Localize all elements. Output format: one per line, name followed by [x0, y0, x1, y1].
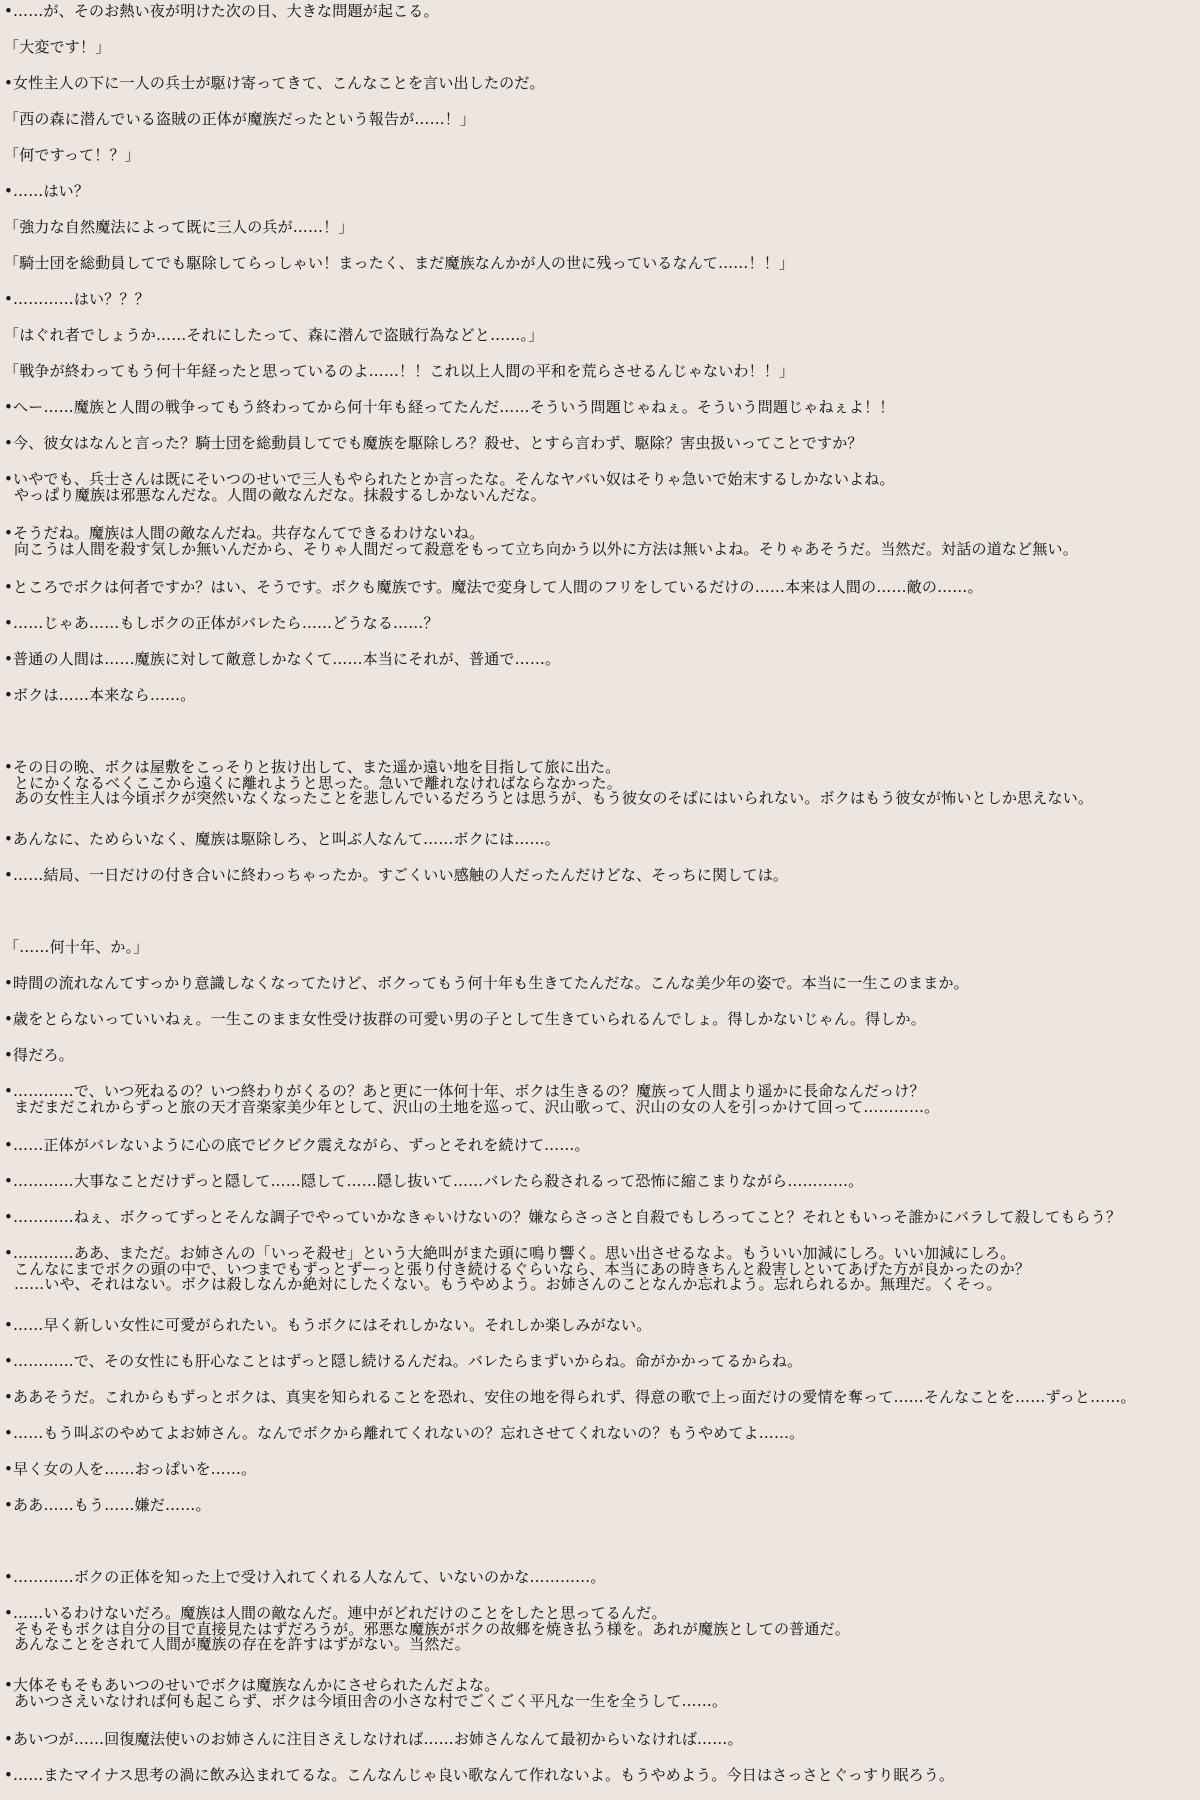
paragraph: 「騎士団を総動員してでも駆除してらっしゃい！まったく、まだ魔族なんかが人の世に残っているなんて……！！」	[4, 254, 795, 272]
paragraph: •いやでも、兵士さんは既にそいつのせいで三人もやられたとか言ったな。そんなヤバい奴はそりゃ急いで始末するしかないよね。 やっぱり魔族は邪悪なんだな。人間の敵なんだな。抹殺するしかないんだな。	[4, 470, 895, 504]
paragraph: •早く女の人を……おっぱいを……。	[4, 1460, 257, 1478]
paragraph: •時間の流れなんてすっかり意識しなくなってたけど、ボクってもう何十年も生きてたんだな。こんな美少年の姿で。本当に一生このままか。	[4, 974, 969, 992]
paragraph: •…………はい？？？	[4, 290, 150, 308]
paragraph: 「西の森に潜んでいる盗賊の正体が魔族だったという報告が……！」	[4, 110, 476, 128]
paragraph: •……正体がバレないように心の底でビクビク震えながら、ずっとそれを続けて……。	[4, 1136, 590, 1154]
paragraph: •ところでボクは何者ですか？はい、そうです。ボクも魔族です。魔法で変身して人間のフリをしているだけの……本来は人間の……敵の……。	[4, 578, 983, 596]
paragraph: •ああ……もう……嫌だ……。	[4, 1496, 211, 1514]
paragraph: •そうだね。魔族は人間の敵なんだね。共存なんてできるわけないね。 向こうは人間を殺す気しか無いんだから、そりゃ人間だって殺意をもって立ち向かう以外に方法は無いよね。そりゃあそうだ。当然だ。対話の道など無い。	[4, 524, 1078, 558]
paragraph: 「強力な自然魔法によって既に三人の兵が……！」	[4, 218, 354, 236]
paragraph: •……はい？	[4, 182, 90, 200]
paragraph: •……早く新しい女性に可愛がられたい。もうボクにはそれしかない。それしか楽しみがない。	[4, 1316, 652, 1334]
paragraph: •大体そもそもあいつのせいでボクは魔族なんかにさせられたんだよな。 あいつさえいなければ何も起こらず、ボクは今頃田舎の小さな村でごくごく平凡な一生を全うして……。	[4, 1676, 728, 1710]
paragraph: •…………ああ、まただ。お姉さんの「いっそ殺せ」という大絶叫がまた頭に鳴り響く。思い出させるなよ。もういい加減にしろ。いい加減にしろ。 こんなにまでボクの頭の中で、いつまでもずっとずーっと張り付き続けるぐらいなら、本当にあの時きちんと殺害しといてあげた方が良かったのか？ ……いや、それはない。ボクは殺しなんか絶対にしたくない。もうやめよう。お姉さんのことなんか忘れよう。忘れられるか。無理だ。くそっ。	[4, 1244, 1031, 1293]
paragraph: •得だろ。	[4, 1046, 74, 1064]
paragraph: •…………ねぇ、ボクってずっとそんな調子でやっていかなきゃいけないの？嫌ならさっさと自殺でもしろってこと？それともいっそ誰かにバラして殺してもらう？	[4, 1208, 1122, 1226]
paragraph: •ああそうだ。これからもずっとボクは、真実を知られることを恐れ、安住の地を得られず、得意の歌で上っ面だけの愛情を奪って……そんなことを……ずっと……。	[4, 1388, 1136, 1406]
paragraph: •…………大事なことだけずっと隠して……隠して……隠し抜いて……バレたら殺されるって恐怖に縮こまりながら…………。	[4, 1172, 864, 1190]
paragraph: •……もう叫ぶのやめてよお姉さん。なんでボクから離れてくれないの？忘れさせてくれないの？もうやめてよ……。	[4, 1424, 805, 1442]
paragraph: 「大変です！」	[4, 38, 111, 56]
paragraph: •……またマイナス思考の渦に飲み込まれてるな。こんなんじゃ良い歌なんて作れないよ。もうやめよう。今日はさっさとぐっすり眠ろう。	[4, 1766, 955, 1784]
paragraph: •…………で、いつ死ねるの？いつ終わりがくるの？あと更に一体何十年、ボクは生きるの？魔族って人間より遥かに長命なんだっけ？ まだまだこれからずっと旅の天才音楽家美少年として、沢山の土地を巡って、沢山歌って、沢山の女の人を引っかけて回って…………。	[4, 1082, 940, 1116]
paragraph: 「戦争が終わってもう何十年経ったと思っているのよ……！！これ以上人間の平和を荒らさせるんじゃないわ！！」	[4, 362, 795, 380]
paragraph: 「……何十年、か。」	[4, 938, 149, 956]
paragraph: •……が、そのお熱い夜が明けた次の日、大きな問題が起こる。	[4, 2, 439, 20]
paragraph: •あんなに、ためらいなく、魔族は駆除しろ、と叫ぶ人なんて……ボクには……。	[4, 830, 560, 848]
paragraph: •へー……魔族と人間の戦争ってもう終わってから何十年も経ってたんだ……そういう問題じゃねぇ。そういう問題じゃねぇよ！！	[4, 398, 895, 416]
paragraph: •…………で、その女性にも肝心なことはずっと隠し続けるんだね。バレたらまずいからね。命がかかってるからね。	[4, 1352, 803, 1370]
paragraph: •ボクは……本来なら……。	[4, 686, 196, 704]
paragraph: 「何ですって！？」	[4, 146, 140, 164]
paragraph: •今、彼女はなんと言った？騎士団を総動員してでも魔族を駆除しろ？殺せ、とすら言わず、駆除？害虫扱いってことですか？	[4, 434, 863, 452]
paragraph: 「はぐれ者でしょうか……それにしたって、森に潜んで盗賊行為などと……。」	[4, 326, 544, 344]
paragraph: •……結局、一日だけの付き合いに終わっちゃったか。すごくいい感触の人だったんだけどな、そっちに関しては。	[4, 866, 789, 884]
paragraph: •女性主人の下に一人の兵士が駆け寄ってきて、こんなことを言い出したのだ。	[4, 74, 545, 92]
paragraph: •……いるわけないだろ。魔族は人間の敵なんだ。連中がどれだけのことをしたと思ってるんだ。 そもそもボクは自分の目で直接見たはずだろうが。邪悪な魔族がボクの故郷を焼き払う様を。あれが魔族としての普通だ。 あんなことをされて人間が魔族の存在を許すはずがない。当然だ。	[4, 1604, 850, 1653]
paragraph: •…………ボクの正体を知った上で受け入れてくれる人なんて、いないのかな…………。	[4, 1568, 606, 1586]
paragraph: •その日の晩、ボクは屋敷をこっそりと抜け出して、また遥か遠い地を目指して旅に出た。 とにかくなるべくここから遠くに離れようと思った。急いで離れなければならなかった。 あの女性主人は今頃ボクが突然いなくなったことを悲しんでいるだろうとは思うが、もう彼女のそばにはいられない。ボクはもう彼女が怖いとしか思えない。	[4, 758, 1094, 807]
paragraph: •歳をとらないっていいねぇ。一生このまま女性受け抜群の可愛い男の子として生きていられるんでしょ。得しかないじゃん。得しか。	[4, 1010, 926, 1028]
paragraph: •あいつが……回復魔法使いのお姉さんに注目さえしなければ……お姉さんなんて最初からいなければ……。	[4, 1730, 743, 1748]
paragraph: •普通の人間は……魔族に対して敵意しかなくて……本当にそれが、普通で……。	[4, 650, 561, 668]
paragraph: •……じゃあ……もしボクの正体がバレたら……どうなる……？	[4, 614, 439, 632]
